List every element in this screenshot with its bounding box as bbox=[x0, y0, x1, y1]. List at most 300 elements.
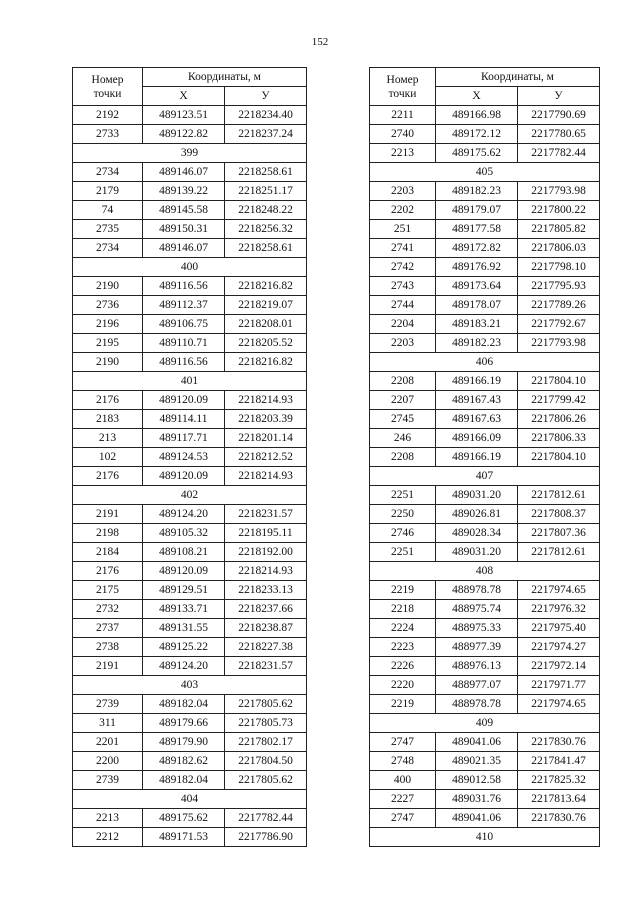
point-number-cell: 2739 bbox=[73, 771, 143, 790]
x-coordinate-cell: 489175.62 bbox=[143, 809, 225, 828]
parcel-group-row bbox=[370, 562, 600, 581]
point-number-cell: 2184 bbox=[73, 543, 143, 562]
y-coordinate-cell: 2217807.36 bbox=[518, 524, 600, 543]
point-number-cell: 246 bbox=[370, 429, 436, 448]
table-row bbox=[73, 562, 307, 581]
table-row bbox=[370, 372, 600, 391]
point-number-cell: 2198 bbox=[73, 524, 143, 543]
y-coordinate-cell: 2217798.10 bbox=[518, 258, 600, 277]
x-coordinate-cell: 488977.07 bbox=[436, 676, 518, 695]
point-number-cell: 2176 bbox=[73, 467, 143, 486]
point-number-cell: 2195 bbox=[73, 334, 143, 353]
x-coordinate-cell: 489182.23 bbox=[436, 182, 518, 201]
table-row bbox=[370, 733, 600, 752]
x-coordinate-cell: 489131.55 bbox=[143, 619, 225, 638]
table-row bbox=[370, 657, 600, 676]
y-coordinate-cell: 2218251.17 bbox=[225, 182, 307, 201]
parcel-group-number: 409 bbox=[370, 714, 600, 733]
table-row bbox=[73, 505, 307, 524]
y-coordinate-cell: 2217802.17 bbox=[225, 733, 307, 752]
y-coordinate-cell: 2217806.26 bbox=[518, 410, 600, 429]
x-coordinate-cell: 489167.63 bbox=[436, 410, 518, 429]
y-coordinate-cell: 2217805.73 bbox=[225, 714, 307, 733]
point-number-cell: 2740 bbox=[370, 125, 436, 144]
y-coordinate-cell: 2217974.65 bbox=[518, 695, 600, 714]
point-number-cell: 2743 bbox=[370, 277, 436, 296]
table-row bbox=[73, 733, 307, 752]
y-coordinate-cell: 2218248.22 bbox=[225, 201, 307, 220]
y-coordinate-cell: 2217789.26 bbox=[518, 296, 600, 315]
point-number-cell: 2213 bbox=[370, 144, 436, 163]
x-coordinate-cell: 489177.58 bbox=[436, 220, 518, 239]
y-coordinate-cell: 2218214.93 bbox=[225, 467, 307, 486]
y-coordinate-cell: 2218212.52 bbox=[225, 448, 307, 467]
table-body-left bbox=[73, 106, 307, 847]
point-number-cell: 74 bbox=[73, 201, 143, 220]
y-coordinate-cell: 2217812.61 bbox=[518, 486, 600, 505]
x-coordinate-cell: 489179.90 bbox=[143, 733, 225, 752]
point-number-cell: 2734 bbox=[73, 163, 143, 182]
point-number-cell: 2226 bbox=[370, 657, 436, 676]
y-coordinate-cell: 2217782.44 bbox=[225, 809, 307, 828]
x-coordinate-cell: 488977.39 bbox=[436, 638, 518, 657]
table-row bbox=[370, 790, 600, 809]
table-row bbox=[73, 581, 307, 600]
y-coordinate-cell: 2217805.82 bbox=[518, 220, 600, 239]
x-coordinate-cell: 489012.58 bbox=[436, 771, 518, 790]
x-coordinate-cell: 489031.20 bbox=[436, 486, 518, 505]
x-coordinate-cell: 489114.11 bbox=[143, 410, 225, 429]
table-row bbox=[73, 277, 307, 296]
x-coordinate-cell: 488975.33 bbox=[436, 619, 518, 638]
parcel-group-row bbox=[73, 144, 307, 163]
table-row bbox=[370, 448, 600, 467]
y-coordinate-cell: 2217793.98 bbox=[518, 334, 600, 353]
point-number-cell: 2742 bbox=[370, 258, 436, 277]
x-coordinate-cell: 489146.07 bbox=[143, 163, 225, 182]
y-coordinate-cell: 2218195.11 bbox=[225, 524, 307, 543]
y-coordinate-cell: 2217805.62 bbox=[225, 695, 307, 714]
point-number-cell: 2745 bbox=[370, 410, 436, 429]
point-number-cell: 2224 bbox=[370, 619, 436, 638]
x-coordinate-cell: 489021.35 bbox=[436, 752, 518, 771]
table-row bbox=[370, 486, 600, 505]
point-number-cell: 2733 bbox=[73, 125, 143, 144]
point-number-cell: 2735 bbox=[73, 220, 143, 239]
table-row bbox=[370, 182, 600, 201]
point-number-cell: 2738 bbox=[73, 638, 143, 657]
table-row bbox=[370, 239, 600, 258]
y-coordinate-cell: 2217974.27 bbox=[518, 638, 600, 657]
parcel-group-row bbox=[73, 790, 307, 809]
x-coordinate-cell: 489124.53 bbox=[143, 448, 225, 467]
x-coordinate-cell: 489183.21 bbox=[436, 315, 518, 334]
parcel-group-number: 407 bbox=[370, 467, 600, 486]
table-row bbox=[73, 106, 307, 125]
x-coordinate-cell: 489122.82 bbox=[143, 125, 225, 144]
point-number-cell: 2190 bbox=[73, 353, 143, 372]
point-number-cell: 2747 bbox=[370, 733, 436, 752]
table-row bbox=[73, 429, 307, 448]
table-row bbox=[73, 543, 307, 562]
parcel-group-number: 404 bbox=[73, 790, 307, 809]
header-x: X bbox=[436, 87, 518, 106]
x-coordinate-cell: 489146.07 bbox=[143, 239, 225, 258]
point-number-cell: 2203 bbox=[370, 182, 436, 201]
point-number-cell: 2203 bbox=[370, 334, 436, 353]
y-coordinate-cell: 2217804.10 bbox=[518, 372, 600, 391]
y-coordinate-cell: 2217804.50 bbox=[225, 752, 307, 771]
point-number-cell: 2744 bbox=[370, 296, 436, 315]
point-number-cell: 2732 bbox=[73, 600, 143, 619]
x-coordinate-cell: 489145.58 bbox=[143, 201, 225, 220]
parcel-group-row bbox=[370, 828, 600, 847]
header-coordinates: Координаты, м bbox=[436, 68, 600, 87]
table-row bbox=[73, 714, 307, 733]
table-row bbox=[73, 334, 307, 353]
y-coordinate-cell: 2218231.57 bbox=[225, 505, 307, 524]
x-coordinate-cell: 489129.51 bbox=[143, 581, 225, 600]
table-row bbox=[370, 752, 600, 771]
point-number-cell: 2748 bbox=[370, 752, 436, 771]
point-number-cell: 2191 bbox=[73, 505, 143, 524]
y-coordinate-cell: 2218216.82 bbox=[225, 353, 307, 372]
parcel-group-row bbox=[370, 467, 600, 486]
y-coordinate-cell: 2218192.00 bbox=[225, 543, 307, 562]
y-coordinate-cell: 2217830.76 bbox=[518, 733, 600, 752]
y-coordinate-cell: 2218203.39 bbox=[225, 410, 307, 429]
table-row bbox=[73, 828, 307, 847]
x-coordinate-cell: 489108.21 bbox=[143, 543, 225, 562]
x-coordinate-cell: 489031.20 bbox=[436, 543, 518, 562]
y-coordinate-cell: 2217812.61 bbox=[518, 543, 600, 562]
point-number-cell: 2250 bbox=[370, 505, 436, 524]
point-number-cell: 2175 bbox=[73, 581, 143, 600]
point-number-cell: 2741 bbox=[370, 239, 436, 258]
parcel-group-number: 405 bbox=[370, 163, 600, 182]
table-row bbox=[370, 258, 600, 277]
parcel-group-row bbox=[73, 258, 307, 277]
table-row bbox=[73, 600, 307, 619]
header-point-number: Номер точки bbox=[370, 68, 436, 106]
x-coordinate-cell: 489166.19 bbox=[436, 448, 518, 467]
y-coordinate-cell: 2217795.93 bbox=[518, 277, 600, 296]
header-y: У bbox=[225, 87, 307, 106]
x-coordinate-cell: 489166.19 bbox=[436, 372, 518, 391]
y-coordinate-cell: 2217793.98 bbox=[518, 182, 600, 201]
point-number-cell: 2746 bbox=[370, 524, 436, 543]
table-row bbox=[370, 695, 600, 714]
table-row bbox=[73, 315, 307, 334]
point-number-cell: 2201 bbox=[73, 733, 143, 752]
x-coordinate-cell: 489176.92 bbox=[436, 258, 518, 277]
y-coordinate-cell: 2217806.33 bbox=[518, 429, 600, 448]
table-row bbox=[73, 220, 307, 239]
x-coordinate-cell: 489116.56 bbox=[143, 277, 225, 296]
x-coordinate-cell: 489167.43 bbox=[436, 391, 518, 410]
x-coordinate-cell: 489110.71 bbox=[143, 334, 225, 353]
point-number-cell: 2207 bbox=[370, 391, 436, 410]
x-coordinate-cell: 489182.04 bbox=[143, 695, 225, 714]
parcel-group-number: 401 bbox=[73, 372, 307, 391]
header-point-number: Номер точки bbox=[73, 68, 143, 106]
point-number-cell: 2211 bbox=[370, 106, 436, 125]
x-coordinate-cell: 489178.07 bbox=[436, 296, 518, 315]
y-coordinate-cell: 2218214.93 bbox=[225, 562, 307, 581]
x-coordinate-cell: 489172.82 bbox=[436, 239, 518, 258]
y-coordinate-cell: 2218208.01 bbox=[225, 315, 307, 334]
parcel-group-row bbox=[370, 714, 600, 733]
y-coordinate-cell: 2217808.37 bbox=[518, 505, 600, 524]
table-row bbox=[73, 809, 307, 828]
coordinates-table-left bbox=[72, 67, 307, 847]
parcel-group-number: 410 bbox=[370, 828, 600, 847]
y-coordinate-cell: 2218237.66 bbox=[225, 600, 307, 619]
header-x: X bbox=[143, 87, 225, 106]
table-row bbox=[370, 296, 600, 315]
y-coordinate-cell: 2218233.13 bbox=[225, 581, 307, 600]
parcel-group-row bbox=[370, 353, 600, 372]
y-coordinate-cell: 2217830.76 bbox=[518, 809, 600, 828]
point-number-cell: 2176 bbox=[73, 562, 143, 581]
y-coordinate-cell: 2217974.65 bbox=[518, 581, 600, 600]
y-coordinate-cell: 2217792.67 bbox=[518, 315, 600, 334]
y-coordinate-cell: 2218201.14 bbox=[225, 429, 307, 448]
point-number-cell: 2190 bbox=[73, 277, 143, 296]
table-row bbox=[370, 429, 600, 448]
parcel-group-row bbox=[370, 163, 600, 182]
table-row bbox=[73, 125, 307, 144]
table-body-right bbox=[370, 106, 600, 847]
parcel-group-number: 400 bbox=[73, 258, 307, 277]
point-number-cell: 2202 bbox=[370, 201, 436, 220]
y-coordinate-cell: 2218238.87 bbox=[225, 619, 307, 638]
table-row bbox=[73, 771, 307, 790]
x-coordinate-cell: 489171.53 bbox=[143, 828, 225, 847]
y-coordinate-cell: 2217790.69 bbox=[518, 106, 600, 125]
point-number-cell: 2219 bbox=[370, 695, 436, 714]
x-coordinate-cell: 489179.66 bbox=[143, 714, 225, 733]
point-number-cell: 2191 bbox=[73, 657, 143, 676]
x-coordinate-cell: 489182.23 bbox=[436, 334, 518, 353]
x-coordinate-cell: 489116.56 bbox=[143, 353, 225, 372]
y-coordinate-cell: 2217780.65 bbox=[518, 125, 600, 144]
header-coordinates: Координаты, м bbox=[143, 68, 307, 87]
x-coordinate-cell: 488976.13 bbox=[436, 657, 518, 676]
y-coordinate-cell: 2217800.22 bbox=[518, 201, 600, 220]
point-number-cell: 400 bbox=[370, 771, 436, 790]
table-row bbox=[370, 600, 600, 619]
parcel-group-number: 399 bbox=[73, 144, 307, 163]
x-coordinate-cell: 489175.62 bbox=[436, 144, 518, 163]
point-number-cell: 2219 bbox=[370, 581, 436, 600]
table-row bbox=[370, 619, 600, 638]
y-coordinate-cell: 2218216.82 bbox=[225, 277, 307, 296]
x-coordinate-cell: 489031.76 bbox=[436, 790, 518, 809]
point-number-cell: 2200 bbox=[73, 752, 143, 771]
y-coordinate-cell: 2217804.10 bbox=[518, 448, 600, 467]
table-row bbox=[73, 239, 307, 258]
y-coordinate-cell: 2217841.47 bbox=[518, 752, 600, 771]
point-number-cell: 2736 bbox=[73, 296, 143, 315]
table-row bbox=[73, 448, 307, 467]
table-row bbox=[370, 144, 600, 163]
table-row bbox=[73, 524, 307, 543]
x-coordinate-cell: 489124.20 bbox=[143, 505, 225, 524]
x-coordinate-cell: 489125.22 bbox=[143, 638, 225, 657]
point-number-cell: 2179 bbox=[73, 182, 143, 201]
point-number-cell: 2251 bbox=[370, 543, 436, 562]
table-row bbox=[370, 524, 600, 543]
y-coordinate-cell: 2217799.42 bbox=[518, 391, 600, 410]
table-row bbox=[370, 410, 600, 429]
table-row bbox=[73, 695, 307, 714]
point-number-cell: 2251 bbox=[370, 486, 436, 505]
x-coordinate-cell: 489133.71 bbox=[143, 600, 225, 619]
coordinates-table-right bbox=[369, 67, 600, 847]
point-number-cell: 2227 bbox=[370, 790, 436, 809]
point-number-cell: 102 bbox=[73, 448, 143, 467]
point-number-cell: 2208 bbox=[370, 448, 436, 467]
x-coordinate-cell: 489120.09 bbox=[143, 562, 225, 581]
table-row bbox=[73, 201, 307, 220]
table-row bbox=[370, 771, 600, 790]
point-number-cell: 2218 bbox=[370, 600, 436, 619]
x-coordinate-cell: 489124.20 bbox=[143, 657, 225, 676]
table-row bbox=[370, 581, 600, 600]
y-coordinate-cell: 2218205.52 bbox=[225, 334, 307, 353]
y-coordinate-cell: 2218227.38 bbox=[225, 638, 307, 657]
page-number: 152 bbox=[311, 36, 329, 48]
y-coordinate-cell: 2218231.57 bbox=[225, 657, 307, 676]
table-row bbox=[370, 125, 600, 144]
table-row bbox=[370, 391, 600, 410]
table-row bbox=[73, 467, 307, 486]
table-row bbox=[370, 106, 600, 125]
x-coordinate-cell: 489105.32 bbox=[143, 524, 225, 543]
x-coordinate-cell: 489182.62 bbox=[143, 752, 225, 771]
x-coordinate-cell: 489179.07 bbox=[436, 201, 518, 220]
x-coordinate-cell: 489117.71 bbox=[143, 429, 225, 448]
table-row bbox=[370, 201, 600, 220]
table-row bbox=[370, 220, 600, 239]
point-number-cell: 2212 bbox=[73, 828, 143, 847]
table-row bbox=[73, 353, 307, 372]
x-coordinate-cell: 489026.81 bbox=[436, 505, 518, 524]
point-number-cell: 2747 bbox=[370, 809, 436, 828]
header-y: У bbox=[518, 87, 600, 106]
x-coordinate-cell: 489120.09 bbox=[143, 391, 225, 410]
parcel-group-number: 402 bbox=[73, 486, 307, 505]
point-number-cell: 2183 bbox=[73, 410, 143, 429]
x-coordinate-cell: 489172.12 bbox=[436, 125, 518, 144]
y-coordinate-cell: 2217805.62 bbox=[225, 771, 307, 790]
x-coordinate-cell: 488978.78 bbox=[436, 695, 518, 714]
y-coordinate-cell: 2218258.61 bbox=[225, 163, 307, 182]
y-coordinate-cell: 2218256.32 bbox=[225, 220, 307, 239]
point-number-cell: 2192 bbox=[73, 106, 143, 125]
x-coordinate-cell: 489041.06 bbox=[436, 809, 518, 828]
table-row bbox=[73, 182, 307, 201]
parcel-group-number: 408 bbox=[370, 562, 600, 581]
x-coordinate-cell: 489106.75 bbox=[143, 315, 225, 334]
y-coordinate-cell: 2217976.32 bbox=[518, 600, 600, 619]
table-row bbox=[370, 638, 600, 657]
x-coordinate-cell: 489173.64 bbox=[436, 277, 518, 296]
table-row bbox=[73, 752, 307, 771]
point-number-cell: 2220 bbox=[370, 676, 436, 695]
y-coordinate-cell: 2217971.77 bbox=[518, 676, 600, 695]
y-coordinate-cell: 2218219.07 bbox=[225, 296, 307, 315]
table-row bbox=[370, 543, 600, 562]
table-row bbox=[73, 638, 307, 657]
x-coordinate-cell: 489150.31 bbox=[143, 220, 225, 239]
point-number-cell: 2213 bbox=[73, 809, 143, 828]
point-number-cell: 2734 bbox=[73, 239, 143, 258]
x-coordinate-cell: 489182.04 bbox=[143, 771, 225, 790]
table-row bbox=[370, 809, 600, 828]
table-row bbox=[370, 334, 600, 353]
table-row bbox=[73, 296, 307, 315]
point-number-cell: 2739 bbox=[73, 695, 143, 714]
x-coordinate-cell: 489041.06 bbox=[436, 733, 518, 752]
table-row bbox=[73, 619, 307, 638]
y-coordinate-cell: 2217786.90 bbox=[225, 828, 307, 847]
point-number-cell: 2176 bbox=[73, 391, 143, 410]
parcel-group-row bbox=[73, 372, 307, 391]
y-coordinate-cell: 2217813.64 bbox=[518, 790, 600, 809]
y-coordinate-cell: 2217782.44 bbox=[518, 144, 600, 163]
x-coordinate-cell: 489028.34 bbox=[436, 524, 518, 543]
y-coordinate-cell: 2218258.61 bbox=[225, 239, 307, 258]
table-row bbox=[73, 410, 307, 429]
x-coordinate-cell: 489139.22 bbox=[143, 182, 225, 201]
point-number-cell: 251 bbox=[370, 220, 436, 239]
x-coordinate-cell: 488975.74 bbox=[436, 600, 518, 619]
y-coordinate-cell: 2217975.40 bbox=[518, 619, 600, 638]
point-number-cell: 2223 bbox=[370, 638, 436, 657]
point-number-cell: 2737 bbox=[73, 619, 143, 638]
table-row bbox=[370, 676, 600, 695]
parcel-group-number: 403 bbox=[73, 676, 307, 695]
x-coordinate-cell: 489112.37 bbox=[143, 296, 225, 315]
table-row bbox=[73, 391, 307, 410]
y-coordinate-cell: 2217806.03 bbox=[518, 239, 600, 258]
x-coordinate-cell: 488978.78 bbox=[436, 581, 518, 600]
table-row bbox=[370, 505, 600, 524]
y-coordinate-cell: 2218234.40 bbox=[225, 106, 307, 125]
x-coordinate-cell: 489123.51 bbox=[143, 106, 225, 125]
y-coordinate-cell: 2217972.14 bbox=[518, 657, 600, 676]
parcel-group-row bbox=[73, 676, 307, 695]
y-coordinate-cell: 2218237.24 bbox=[225, 125, 307, 144]
point-number-cell: 311 bbox=[73, 714, 143, 733]
x-coordinate-cell: 489166.98 bbox=[436, 106, 518, 125]
table-row bbox=[73, 657, 307, 676]
parcel-group-number: 406 bbox=[370, 353, 600, 372]
table-row bbox=[73, 163, 307, 182]
y-coordinate-cell: 2218214.93 bbox=[225, 391, 307, 410]
point-number-cell: 2208 bbox=[370, 372, 436, 391]
point-number-cell: 2204 bbox=[370, 315, 436, 334]
parcel-group-row bbox=[73, 486, 307, 505]
y-coordinate-cell: 2217825.32 bbox=[518, 771, 600, 790]
table-row bbox=[370, 315, 600, 334]
point-number-cell: 2196 bbox=[73, 315, 143, 334]
point-number-cell: 213 bbox=[73, 429, 143, 448]
table-row bbox=[370, 277, 600, 296]
x-coordinate-cell: 489166.09 bbox=[436, 429, 518, 448]
